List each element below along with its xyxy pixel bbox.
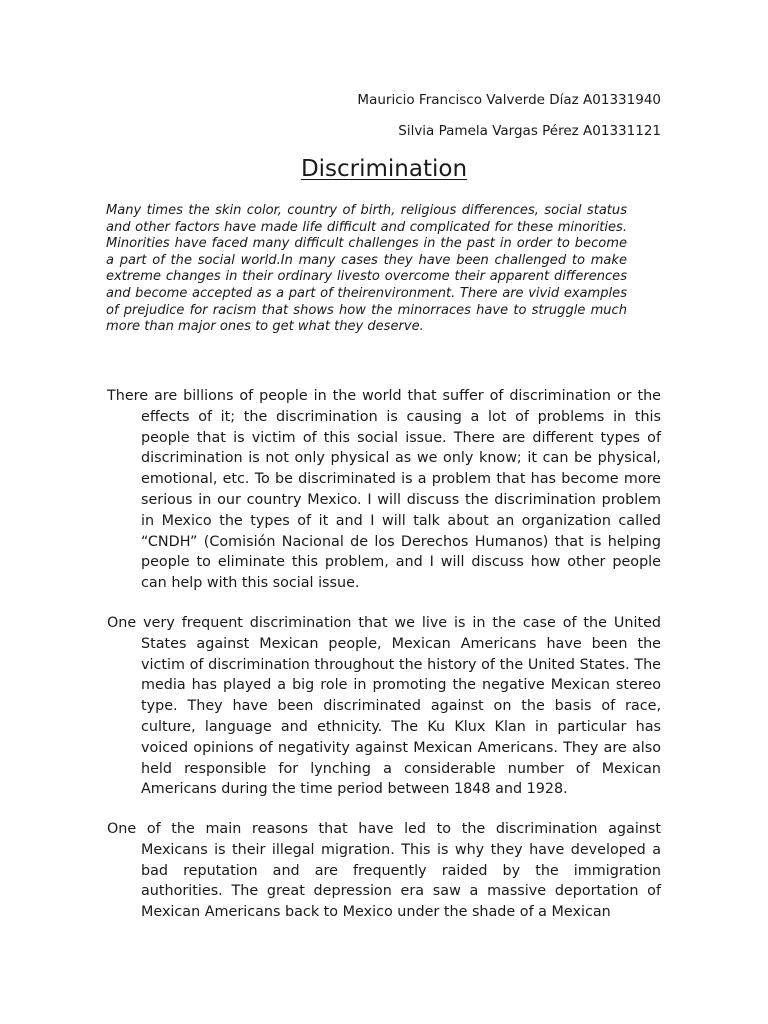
document-title: Discrimination bbox=[300, 156, 468, 182]
body-paragraph-2: One very frequent discrimination that we live is in the case of the United States against Mexican people, Mexican Americans have been the victim of discrimination throughout the history of the United States. The media has played a big role in promoting the negative Mexican stereo type. They have been discriminated against on the basis of race, culture, language and ethnicity. The Ku Klux Klan in particular has voiced opinions of negativity against Mexican Americans. They are also held responsible for lynching a considerable number of Mexican Americans during the time period between 1848 and 1928. bbox=[107, 615, 661, 798]
body-paragraph-1: There are billions of people in the world that suffer of discrimination or the effects of it; the discrimination is causing a lot of problems in this people that is victim of this social issue. There are different types of discrimination is not only physical as we only know; it can be physical, emotional, etc. To be discriminated is a problem that has become more serious in our country Mexico. I will discuss the discrimination problem in Mexico the types of it and I will talk about an organization called “CNDH” (Comisión Nacional de los Derechos Humanos) that is helping people to eliminate this problem, and I will discuss how other people can help with this social issue. bbox=[107, 388, 661, 592]
abstract-paragraph: Many times the skin color, country of birth, religious differences, social status and other factors have made life difficult and complicated for these minorities. Minorities have faced many difficult challenges in the past in order to become a part of the social world.In many cases they have been challenged to make extreme changes in their ordinary livesto overcome their apparent differences and become accepted as a part of theirenvironment. There are vivid examples of prejudice for racism that shows how the minorraces have to struggle much more than major ones to get what they deserve. bbox=[106, 203, 627, 335]
author-line-2: Silvia Pamela Vargas Pérez A01331121 bbox=[398, 123, 661, 139]
author-line-1: Mauricio Francisco Valverde Díaz A01331940 bbox=[357, 92, 661, 108]
body-paragraph-3: One of the main reasons that have led to the discrimination against Mexicans is their illegal migration. This is why they have developed a bad reputation and are frequently raided by the immigration authorities. The great depression era saw a massive deportation of Mexican Americans back to Mexico under the shade of a Mexican bbox=[107, 821, 661, 921]
